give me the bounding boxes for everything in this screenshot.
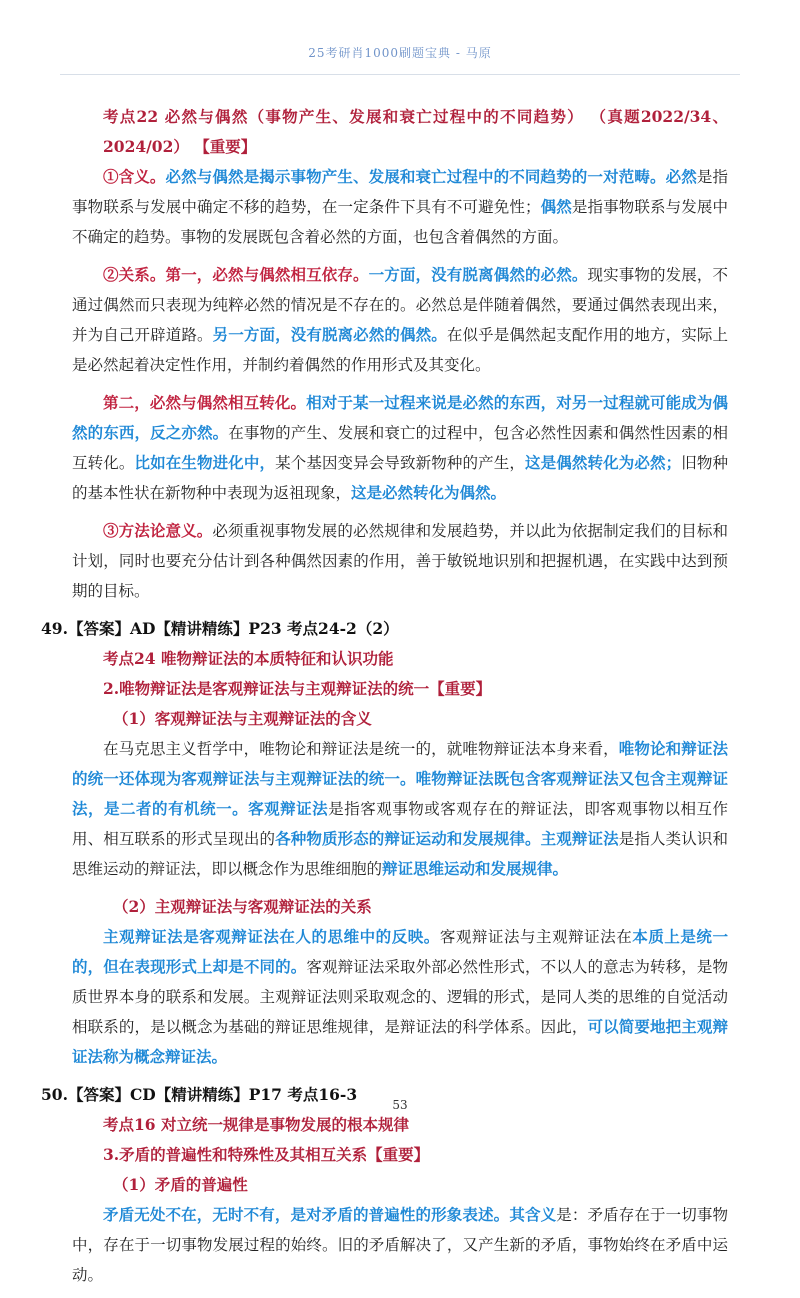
q50-p1-text-1: 是：矛盾存在于一切事物中，存在于一切事物发展过程的始终。旧的矛盾解决了，又产生新的矛盾，事物始终在矛盾中运动。: [72, 1206, 728, 1284]
relation1-text-2: 在似乎是偶然起支配作用的地方，实际上是必然起着决定性作用，并制约着偶然的作用形式及其变化。: [72, 326, 728, 374]
q49-sub-title: 2.唯物辩证法是客观辩证法与主观辩证法的统一【重要】: [103, 679, 492, 698]
relation1-highlight-1: 一方面，没有脱离偶然的必然。: [368, 265, 588, 284]
q50-p1-highlight-1: 矛盾无处不在，无时不有，是对矛盾的普遍性的形象表述。其含义: [103, 1205, 557, 1224]
q49-p2-highlight-2: 本质上是统一的，但在表现形式上却是不同的。: [72, 927, 728, 976]
q49-p1-text-1: 在马克思主义哲学中，唯物论和辩证法是统一的，就唯物辩证法本身来看，: [103, 740, 619, 758]
q49-p1-highlight-4: 主观辩证法: [540, 829, 619, 848]
q49-p2-text-2: 客观辩证法采取外部必然性形式，不以人的意志为转移，是物质世界本身的联系和发展。主观辩证法则采取观念的、逻辑的形式，是同人类的思维的自觉活动相联系的，是以概念为基础的辩证思维规律，是辩证法的科学体系。因此，: [72, 958, 728, 1036]
method-text: 必须重视事物发展的必然规律和发展趋势，并以此为依据制定我们的目标和计划，同时也要充分估计到各种偶然因素的作用，善于敏锐地识别和把握机遇，在实践中达到预期的目标。: [72, 522, 728, 600]
relation2-text-3: 旧物种的基本性状在新物种中表现为返祖现象，: [72, 454, 728, 502]
relation1-label: ②关系。第一，必然与偶然相互依存。: [103, 265, 369, 284]
q49-p1-body: [72, 734, 728, 884]
q49-p1-highlight-1: 唯物论和辩证法的统一还体现为客观辩证法与主观辩证法的统一。唯物辩证法既包含客观辩证法又包含主观辩证法，是二者的有机统一。: [72, 739, 728, 818]
relation2-highlight-4: 这是必然转化为偶然。: [351, 483, 507, 502]
meaning-text-1: 是指事物联系与发展中确定不移的趋势，在一定条件下具有不可避免性；: [72, 168, 728, 216]
q49-p2-title: （2）主观辩证法与客观辩证法的关系: [113, 897, 372, 916]
running-header: 25考研肖1000刷题宝典 - 马原: [308, 46, 492, 60]
q50-p1-body: [72, 1200, 728, 1290]
q50-answer-title: 50.【答案】CD【精讲精练】P17 考点16-3: [41, 1085, 358, 1104]
kp22-relation-2: [72, 388, 728, 508]
method-label: ③方法论意义。: [103, 521, 213, 540]
kp22-relation-1: [72, 260, 728, 380]
page-content: [41, 102, 728, 1298]
term-necessity: 必然: [665, 167, 697, 186]
q49-p1-text-3: 是指人类认识和思维运动的辩证法，即以概念作为思维细胞的: [72, 830, 728, 878]
q50-p1-title: （1）矛盾的普遍性: [113, 1175, 248, 1194]
kp22-meaning: [72, 162, 728, 252]
relation2-text-1: 在事物的产生、发展和衰亡的过程中，包含必然性因素和偶然性因素的相互转化。: [72, 424, 728, 472]
q49-p2-body: [72, 922, 728, 1072]
q49-p2-text-1: 客观辩证法与主观辩证法在: [439, 928, 633, 946]
q50-sub-title: 3.矛盾的普遍性和特殊性及其相互关系【重要】: [103, 1145, 430, 1164]
q50-kp-title: 考点16 对立统一规律是事物发展的根本规律: [103, 1115, 409, 1134]
meaning-highlight: 必然与偶然是揭示事物产生、发展和衰亡过程中的不同趋势的一对范畴。: [165, 167, 666, 186]
term-chance: 偶然: [540, 197, 572, 216]
relation2-highlight-1: 相对于某一过程来说是必然的东西，对另一过程就可能成为偶然的东西，反之亦然。: [72, 393, 728, 442]
meaning-label: ①含义。: [103, 167, 166, 186]
q49-p1-title: （1）客观辩证法与主观辩证法的含义: [113, 709, 372, 728]
relation1-highlight-2: 另一方面，没有脱离必然的偶然。: [212, 325, 447, 344]
kp22-title: 考点22 必然与偶然（事物产生、发展和衰亡过程中的不同趋势） （真题2022/34、2024/02） 【重要】: [103, 107, 728, 156]
relation2-text-2: 某个基因变异会导致新物种的产生，: [275, 454, 525, 472]
q49-p1-highlight-5: 辩证思维运动和发展规律。: [382, 859, 569, 878]
q49-p1-highlight-2: 客观辩证法: [248, 799, 329, 818]
header-divider: [60, 74, 740, 75]
relation2-highlight-3: 这是偶然转化为必然；: [525, 453, 682, 472]
q49-p1-text-2: 是指客观事物或客观存在的辩证法，即客观事物以相互作用、相互联系的形式呈现出的: [72, 800, 728, 848]
page-number: 53: [392, 1098, 408, 1112]
relation1-text-1: 现实事物的发展，不通过偶然而只表现为纯粹必然的情况是不存在的。必然总是伴随着偶然，要通过偶然表现出来，并为自己开辟道路。: [72, 266, 728, 344]
q49-p1-highlight-3: 各种物质形态的辩证运动和发展规律。: [275, 829, 541, 848]
q49-p2-highlight-3: 可以简要地把主观辩证法称为概念辩证法。: [72, 1017, 728, 1066]
q49-kp-title: 考点24 唯物辩证法的本质特征和认识功能: [103, 649, 394, 668]
meaning-text-2: 是指事物联系与发展中不确定的趋势。事物的发展既包含着必然的方面，也包含着偶然的方面。: [72, 198, 728, 246]
relation2-highlight-2: 比如在生物进化中，: [134, 453, 276, 472]
q49-p2-highlight-1: 主观辩证法是客观辩证法在人的思维中的反映。: [103, 927, 440, 946]
kp22-method: [72, 516, 728, 606]
relation2-label: 第二，必然与偶然相互转化。: [103, 393, 307, 412]
q49-answer-title: 49.【答案】AD【精讲精练】P23 考点24-2（2）: [41, 619, 399, 638]
